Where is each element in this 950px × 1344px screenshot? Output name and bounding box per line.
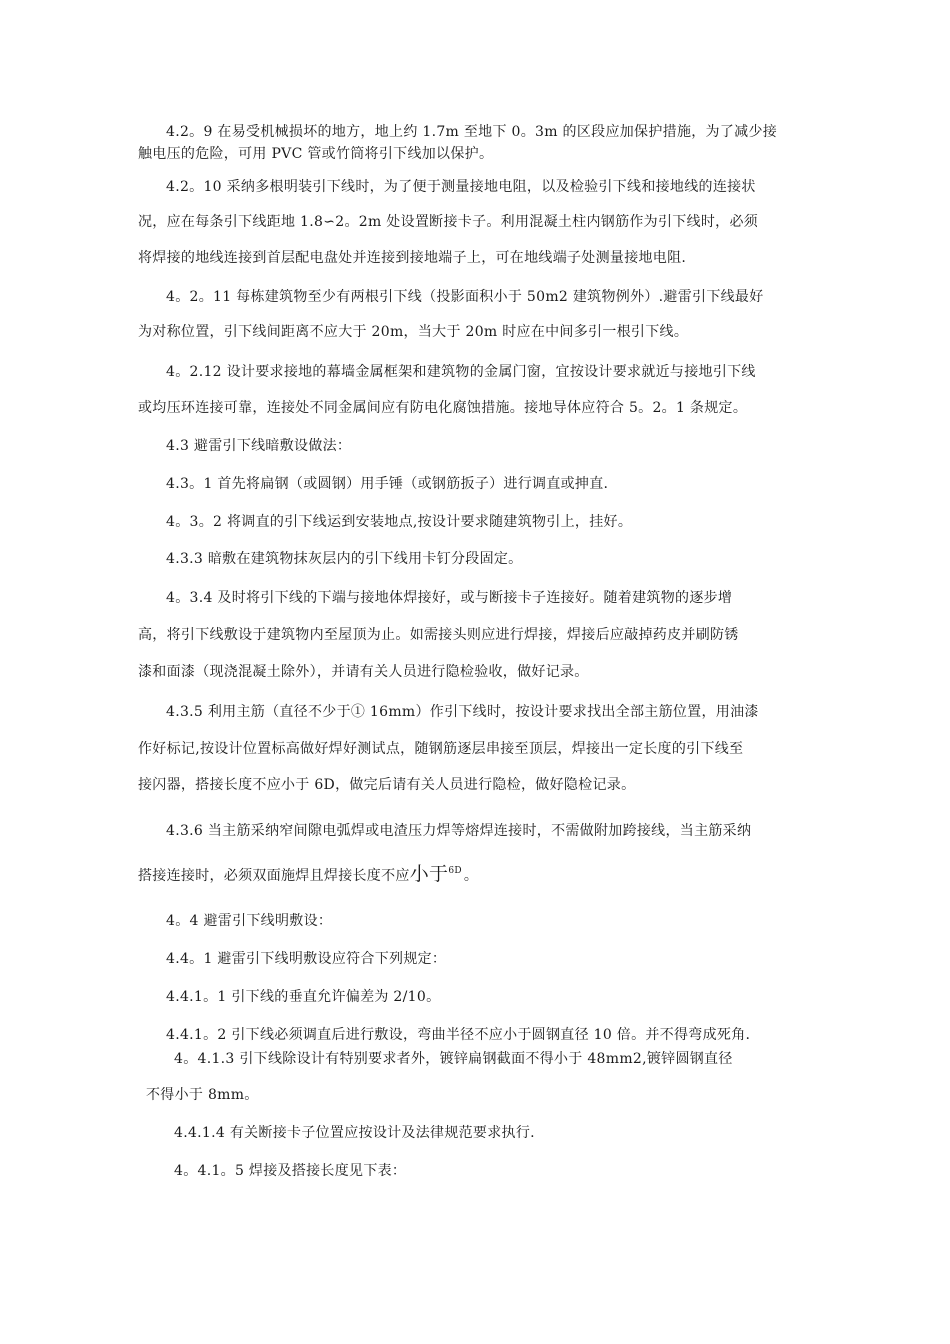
text-line-6: 4。2。11 每栋建筑物至少有两根引下线（投影面积小于 50m2 建筑物例外）.避雷引下线最好 [166,289,764,305]
text-line-11: 4.3。1 首先将扁钢（或圆钢）用手锤（或钢筋扳子）进行调直或抻直. [166,476,609,492]
text-line-16: 漆和面漆（现浇混凝土除外），并请有关人员进行隐检验收，做好记录。 [138,664,589,680]
text-line-mixed [138,862,478,885]
text-line-24: 4.4.1。2 引下线必须调直后进行敷设，弯曲半径不应小于圆钢直径 10 倍。并不得弯成死角. [166,1027,751,1043]
text-line-28: 4。4.1。5 焊接及搭接长度见下表： [174,1163,407,1179]
text-line-20: 4.3.6 当主筋采纳窄间隙电弧焊或电渣压力焊等熔焊连接时，不需做附加跨接线，当主筋采纳 [166,823,752,839]
text-line-14: 4。3.4 及时将引下线的下端与接地体焊接好，或与断接卡子连接好。随着建筑物的逐步增 [166,590,733,606]
text-line-5: 将焊接的地线连接到首层配电盘处并连接到接地端子上，可在地线端子处测量接地电阻. [138,250,687,266]
mixed-line-superscript: 6D [448,866,462,876]
text-line-1: 4.2。9 在易受机械损坏的地方，地上约 1.7m 至地下 0。3m 的区段应加保护措施，为了减少接 [166,124,778,140]
text-line-7: 为对称位置，引下线间距离不应大于 20m，当大于 20m 时应在中间多引一根引下线。 [138,324,689,340]
text-line-12: 4。3。2 将调直的引下线运到安装地点,按设计要求随建筑物引上，挂好。 [166,514,633,530]
text-line-26: 不得小于 8mm。 [146,1087,259,1103]
section-heading-4-3: 4.3 避雷引下线暗敷设做法： [166,438,352,454]
mixed-line-end: 。 [463,868,479,884]
text-line-17: 4.3.5 利用主筋（直径不少于① 16mm）作引下线时，按设计要求找出全部主筋位置，用油漆 [166,704,759,720]
text-line-27: 4.4.1.4 有关断接卡子位置应按设计及法律规范要求执行. [174,1125,535,1141]
text-line-2: 触电压的危险，可用 PVC 管或竹筒将引下线加以保护。 [138,146,494,162]
section-heading-4-4: 4。4 避雷引下线明敷设： [166,913,333,929]
text-line-13: 4.3.3 暗敷在建筑物抹灰层内的引下线用卡钉分段固定。 [166,551,523,567]
text-line-23: 4.4.1。1 引下线的垂直允许偏差为 2/10。 [166,989,441,1005]
text-line-15: 高，将引下线敷设于建筑物内至屋顶为止。如需接头则应进行焊接，焊接后应敲掉药皮并刷防锈 [138,627,739,643]
text-line-3: 4.2。10 采纳多根明装引下线时，为了便于测量接地电阻，以及检验引下线和接地线的连接状 [166,179,756,195]
text-line-4: 况，应在每条引下线距地 1.8∽2。2m 处设置断接卡子。利用混凝土柱内钢筋作为引下线时，必须 [138,214,759,230]
text-line-8: 4。2.12 设计要求接地的幕墙金属框架和建筑物的金属门窗，宜按设计要求就近与接地引下线 [166,364,756,380]
mixed-line-text: 搭接连接时，必须双面施焊且焊接长度不应 [138,868,410,884]
text-line-19: 接闪器，搭接长度不应小于 6D，做完后请有关人员进行隐检，做好隐检记录。 [138,777,636,793]
text-line-18: 作好标记,按设计位置标高做好焊好测试点，随钢筋逐层串接至顶层，焊接出一定长度的引下线至 [138,741,744,757]
mixed-line-large-text: 小于 [409,863,449,885]
text-line-25: 4。4.1.3 引下线除设计有特别要求者外，镀锌扁钢截面不得小于 48mm2,镀锌圆钢直径 [174,1051,733,1067]
text-line-9: 或均压环连接可靠，连接处不同金属间应有防电化腐蚀措施。接地导体应符合 5。2。1 条规定。 [138,400,748,416]
text-line-22: 4.4。1 避雷引下线明敷设应符合下列规定： [166,951,447,967]
